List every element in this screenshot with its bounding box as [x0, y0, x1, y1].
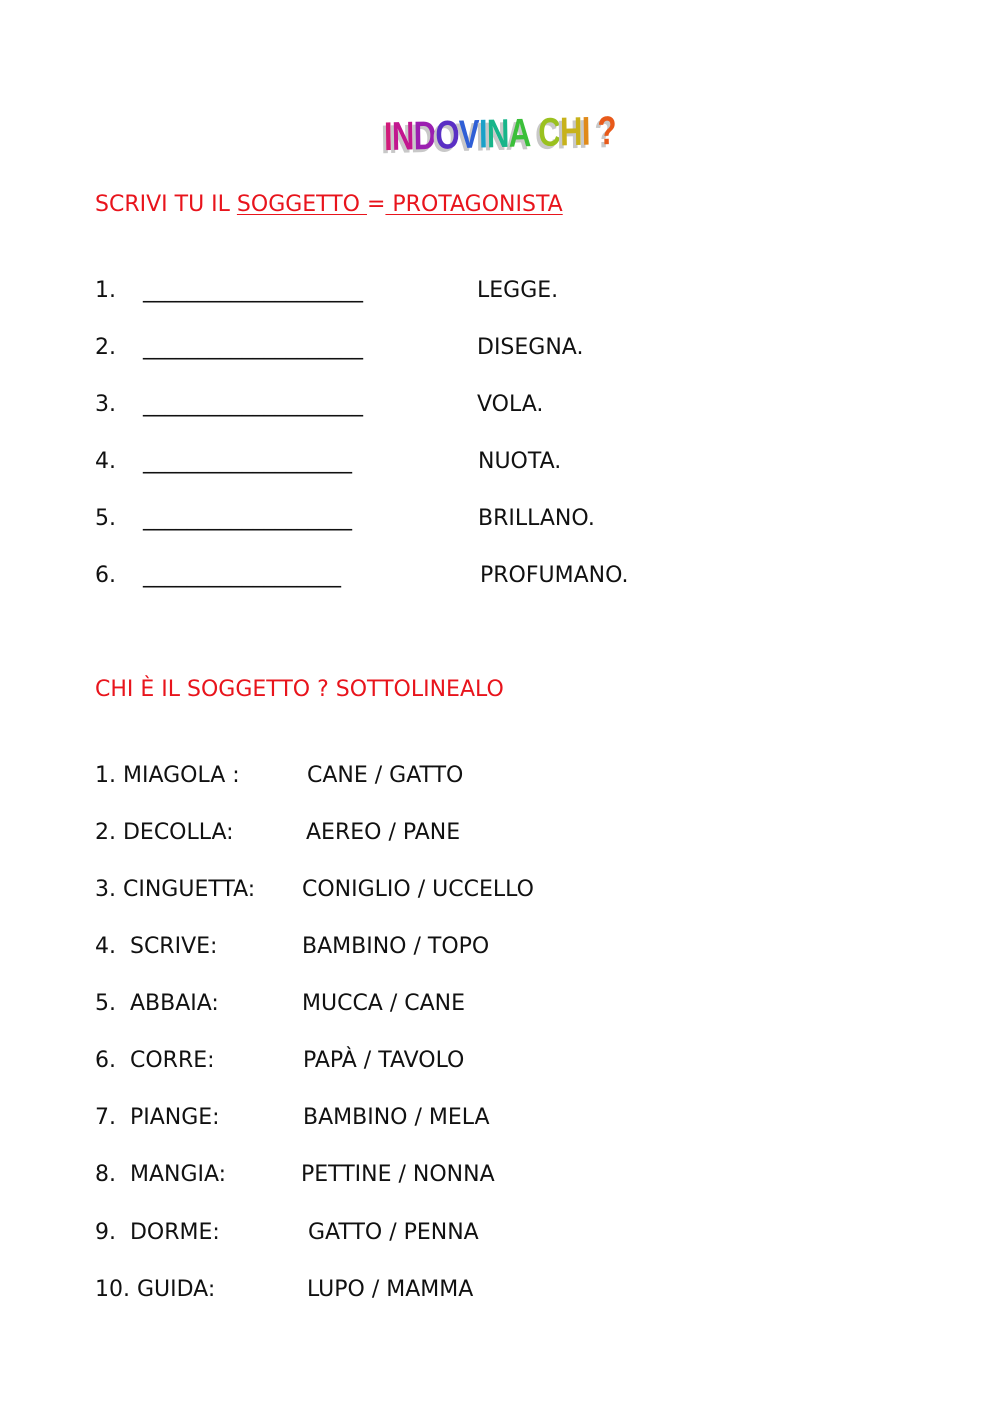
verb-text: LEGGE. [477, 278, 559, 303]
verb-label: 7. PIANGE: [95, 1105, 220, 1130]
item-number: 3. [95, 392, 116, 417]
title-letter: O [435, 113, 460, 158]
item-number: 2. [95, 335, 116, 360]
answer-blank[interactable]: ___________________ [143, 506, 352, 531]
title-letter: N [486, 111, 509, 157]
heading-text: SCRIVI TU IL [95, 192, 237, 217]
verb-label: 3. CINGUETTA: [95, 877, 256, 902]
answer-blank[interactable]: ____________________ [143, 278, 363, 303]
subject-choices[interactable]: MUCCA / CANE [302, 991, 466, 1016]
verb-label: 6. CORRE: [95, 1048, 215, 1073]
section2-heading: CHI È IL SOGGETTO ? SOTTOLINEALO [95, 677, 504, 702]
subject-choices[interactable]: PETTINE / NONNA [301, 1162, 495, 1187]
verb-label: 8. MANGIA: [95, 1162, 227, 1187]
verb-label: 5. ABBAIA: [95, 991, 219, 1016]
subject-choices[interactable]: LUPO / MAMMA [307, 1277, 474, 1302]
title-letter: I [383, 114, 393, 160]
verb-label: 9. DORME: [95, 1220, 220, 1245]
heading-soggetto: SOGGETTO [236, 192, 367, 217]
answer-blank[interactable]: ___________________ [143, 449, 352, 474]
title-letter: ? [597, 108, 617, 154]
answer-blank[interactable]: ____________________ [143, 335, 363, 360]
subject-choices[interactable]: CONIGLIO / UCCELLO [302, 877, 534, 902]
subject-choices[interactable]: AEREO / PANE [306, 820, 461, 845]
verb-text: BRILLANO. [478, 506, 595, 531]
subject-choices[interactable]: CANE / GATTO [307, 763, 464, 788]
item-number: 5. [95, 506, 116, 531]
verb-label: 4. SCRIVE: [95, 934, 218, 959]
verb-label: 10. GUIDA: [95, 1277, 216, 1302]
page-title [110, 102, 891, 168]
title-letter: N [391, 114, 415, 159]
section1-heading [95, 192, 563, 217]
verb-label: 1. MIAGOLA : [95, 763, 240, 788]
subject-choices[interactable]: GATTO / PENNA [308, 1220, 479, 1245]
title-letter: V [458, 112, 480, 158]
subject-choices[interactable]: PAPÀ / TAVOLO [303, 1048, 465, 1073]
item-number: 6. [95, 563, 116, 588]
answer-blank[interactable]: ____________________ [143, 392, 363, 417]
verb-text: PROFUMANO. [480, 563, 629, 588]
item-number: 1. [95, 278, 116, 303]
verb-text: NUOTA. [478, 449, 562, 474]
verb-label: 2. DECOLLA: [95, 820, 234, 845]
heading-equals: = [366, 192, 386, 217]
heading-protagonista: PROTAGONISTA [385, 192, 563, 217]
title-letter: I [478, 112, 488, 157]
title-letter: A [508, 111, 531, 156]
verb-text: DISEGNA. [477, 335, 584, 360]
title-letter: I [581, 109, 591, 154]
title-letter: H [559, 109, 583, 155]
subject-choices[interactable]: BAMBINO / MELA [303, 1105, 490, 1130]
verb-text: VOLA. [477, 392, 544, 417]
answer-blank[interactable]: __________________ [143, 563, 341, 588]
title-letter: C [537, 110, 561, 155]
subject-choices[interactable]: BAMBINO / TOPO [302, 934, 490, 959]
title-letter: D [413, 113, 436, 159]
item-number: 4. [95, 449, 116, 474]
